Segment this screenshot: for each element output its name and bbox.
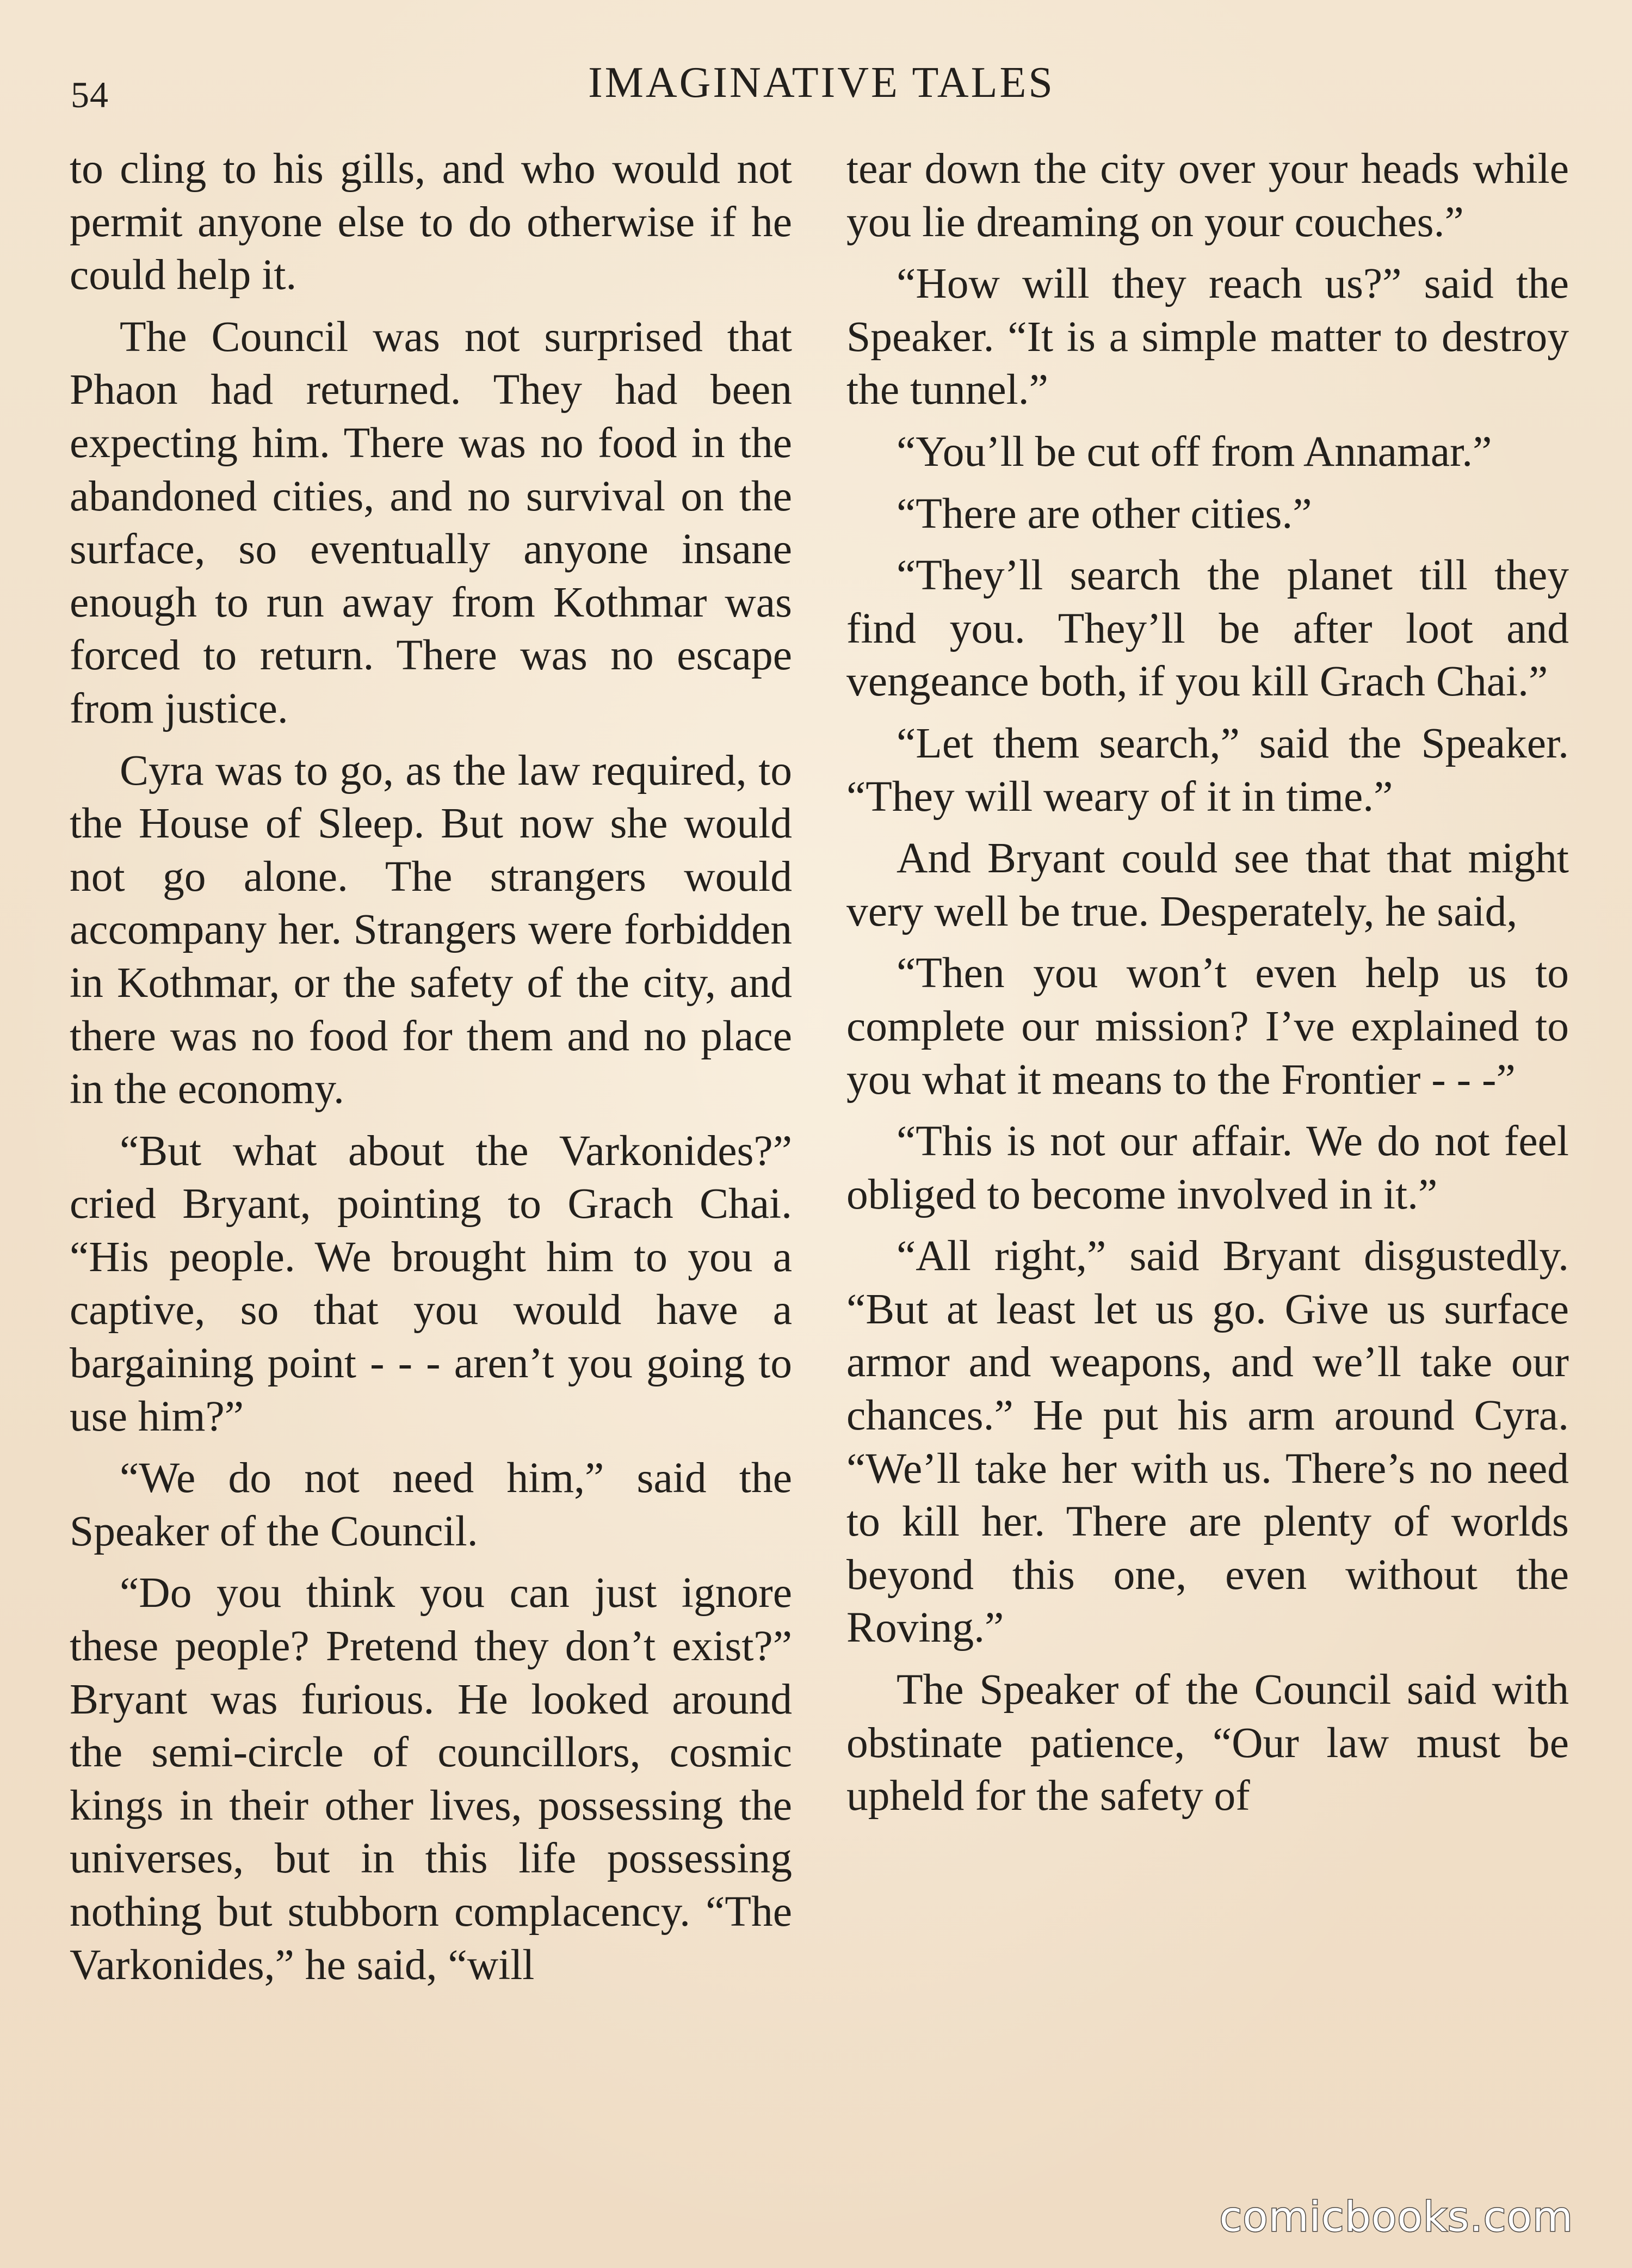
paragraph: “There are other cities.” xyxy=(897,489,1312,538)
paragraph: “How will they reach us?” said the Speaker. “It is a simple matter to destroy the tunnel.” xyxy=(846,260,1569,414)
paragraph: to cling to his gills, and who would not permit anyone else to do otherwise if he could help it. xyxy=(70,145,792,299)
paragraph: And Bryant could see that that might very well be true. Desperately, he said, xyxy=(846,834,1569,935)
paragraph: “You’ll be cut off from Annamar.” xyxy=(897,427,1492,476)
paragraph: tear down the city over your heads while you lie dreaming on your couches.” xyxy=(846,145,1569,246)
paragraph: “But what about the Varkonides?” cried Bryant, pointing to Grach Chai. “His people. We brought him to you a captive, so that you would have a bargaining point - - - aren’t you going to use him?” xyxy=(70,1126,792,1440)
paragraph: Cyra was to go, as the law required, to the House of Sleep. But now she would not go alone. The strangers would accompany her. Strangers were forbidden in Kothmar, or the safety of the city, and there was no food for them and no place in the economy. xyxy=(70,746,792,1113)
watermark: comicbooks.com xyxy=(1219,2192,1573,2241)
paragraph: “They’ll search the planet till they find you. They’ll be after loot and vengeance both, if you kill Grach Chai.” xyxy=(846,551,1569,706)
paragraph: “Let them search,” said the Speaker. “They will weary of it in time.” xyxy=(846,719,1569,821)
paragraph: “This is not our affair. We do not feel obliged to become involved in it.” xyxy=(846,1117,1569,1218)
running-title: IMAGINATIVE TALES xyxy=(588,59,1055,107)
paragraph: The Speaker of the Council said with obstinate patience, “Our law must be upheld for the safety of xyxy=(846,1666,1569,1820)
page-header xyxy=(71,52,1572,117)
left-column xyxy=(70,143,792,2000)
page-number: 54 xyxy=(71,74,109,115)
paragraph: The Council was not surprised that Phaon had returned. They had been expecting him. There was no food in the abandoned cities, and no survival on the surface, so eventually anyone insane enough to run away from Kothmar was forced to return. There was no escape from justice. xyxy=(70,312,792,732)
paragraph: “We do not need him,” said the Speaker of the Council. xyxy=(70,1454,792,1555)
right-column xyxy=(846,143,1569,1832)
paragraph: “All right,” said Bryant disgustedly. “But at least let us go. Give us surface armor and weapons, and we’ll take our chances.” He put his arm around Cyra. “We’ll take her with us. There’s no need to kill her. There are plenty of worlds beyond this one, even without the Roving.” xyxy=(846,1232,1569,1652)
paragraph: “Do you think you can just ignore these people? Pretend they don’t exist?” Bryant was furious. He looked around the semi-circle of councillors, cosmic kings in their other lives, possessing the universes, but in this life possessing nothing but stubborn complacency. “The Varkonides,” he said, “will xyxy=(70,1569,792,1989)
paragraph: “Then you won’t even help us to complete our mission? I’ve explained to you what it means to the Frontier - - -” xyxy=(846,949,1569,1104)
